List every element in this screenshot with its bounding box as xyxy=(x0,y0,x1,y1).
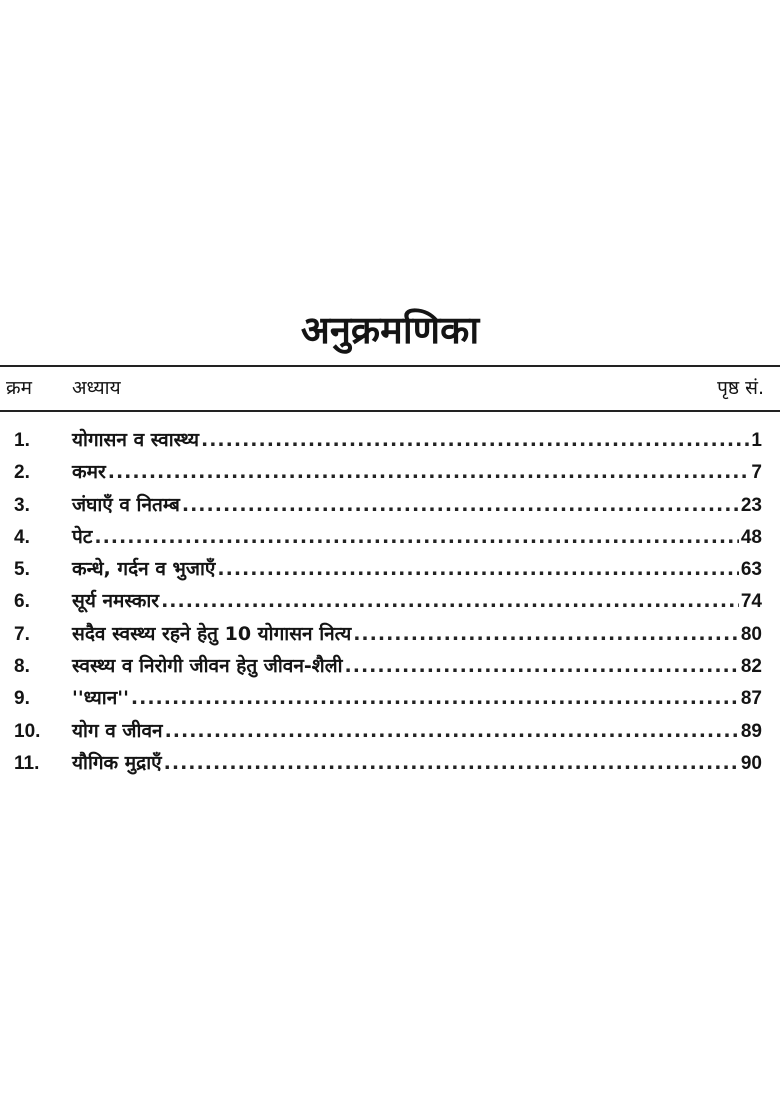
dot-leader xyxy=(94,521,738,553)
entry-number: 3. xyxy=(14,494,30,516)
toc-entry xyxy=(0,585,780,617)
entry-number: 6. xyxy=(14,591,30,613)
header-chapter-label: अध्याय xyxy=(72,377,121,399)
entry-number: 4. xyxy=(14,526,30,548)
dot-leader xyxy=(165,715,739,747)
entry-number: 2. xyxy=(14,462,30,484)
entry-number: 5. xyxy=(14,559,30,581)
entry-number: 8. xyxy=(14,656,30,678)
entry-title: कन्धे, गर्दन व भुजाएँ xyxy=(72,558,216,581)
toc-entry xyxy=(0,715,780,747)
entry-number: 11. xyxy=(14,752,40,774)
entry-page: 7 xyxy=(751,462,762,484)
toc-list xyxy=(0,424,780,779)
dot-leader xyxy=(182,489,739,521)
entry-title: सूर्य नमस्कार xyxy=(72,590,160,613)
header-top-rule xyxy=(0,365,780,367)
dot-leader xyxy=(217,553,738,585)
entry-page: 90 xyxy=(740,752,762,774)
dot-leader xyxy=(345,650,739,682)
entry-title: जंघाएँ व नितम्ब xyxy=(72,493,180,516)
header-number-label: क्रम xyxy=(6,377,32,399)
entry-page: 48 xyxy=(740,526,762,548)
entry-page: 74 xyxy=(740,591,762,613)
toc-entry xyxy=(0,650,780,682)
entry-page: 63 xyxy=(740,559,762,581)
entry-title: यौगिक मुद्राएँ xyxy=(72,751,162,774)
dot-leader xyxy=(108,456,750,488)
dot-leader xyxy=(164,747,739,779)
entry-page: 1 xyxy=(751,430,762,451)
entry-page: 80 xyxy=(740,623,762,645)
header-page-label: पृष्ठ सं. xyxy=(717,377,764,399)
dot-leader xyxy=(161,585,739,617)
entry-number: 7. xyxy=(14,623,30,645)
page-title: अनुक्रमणिका xyxy=(300,308,480,352)
entry-page: 87 xyxy=(740,688,762,710)
toc-entry xyxy=(0,682,780,714)
toc-entry xyxy=(0,456,780,488)
toc-entry xyxy=(0,553,780,585)
toc-entry xyxy=(0,489,780,521)
table-header xyxy=(0,368,780,408)
entry-title: स्वस्थ्य व निरोगी जीवन हेतु जीवन-शैली xyxy=(72,655,343,678)
entry-title: सदैव स्वस्थ्य रहने हेतु 10 योगासन नित्य xyxy=(72,622,352,645)
entry-title: ''ध्यान'' xyxy=(72,687,129,710)
entry-title: योग व जीवन xyxy=(72,719,163,742)
entry-number: 1. xyxy=(14,430,30,451)
entry-number: 10. xyxy=(14,720,41,742)
dot-leader xyxy=(131,682,739,714)
entry-title: योगासन व स्वास्थ्य xyxy=(72,429,199,451)
entry-page: 82 xyxy=(740,656,762,678)
entry-page: 23 xyxy=(740,494,762,516)
entry-title: पेट xyxy=(72,525,93,548)
dot-leader xyxy=(201,424,749,456)
dot-leader xyxy=(353,618,739,650)
toc-entry xyxy=(0,747,780,779)
entry-page: 89 xyxy=(740,720,762,742)
toc-entry xyxy=(0,521,780,553)
entry-number: 9. xyxy=(14,688,30,710)
toc-entry xyxy=(0,424,780,456)
entry-title: कमर xyxy=(72,461,106,484)
toc-entry xyxy=(0,618,780,650)
header-bottom-rule xyxy=(0,410,780,412)
